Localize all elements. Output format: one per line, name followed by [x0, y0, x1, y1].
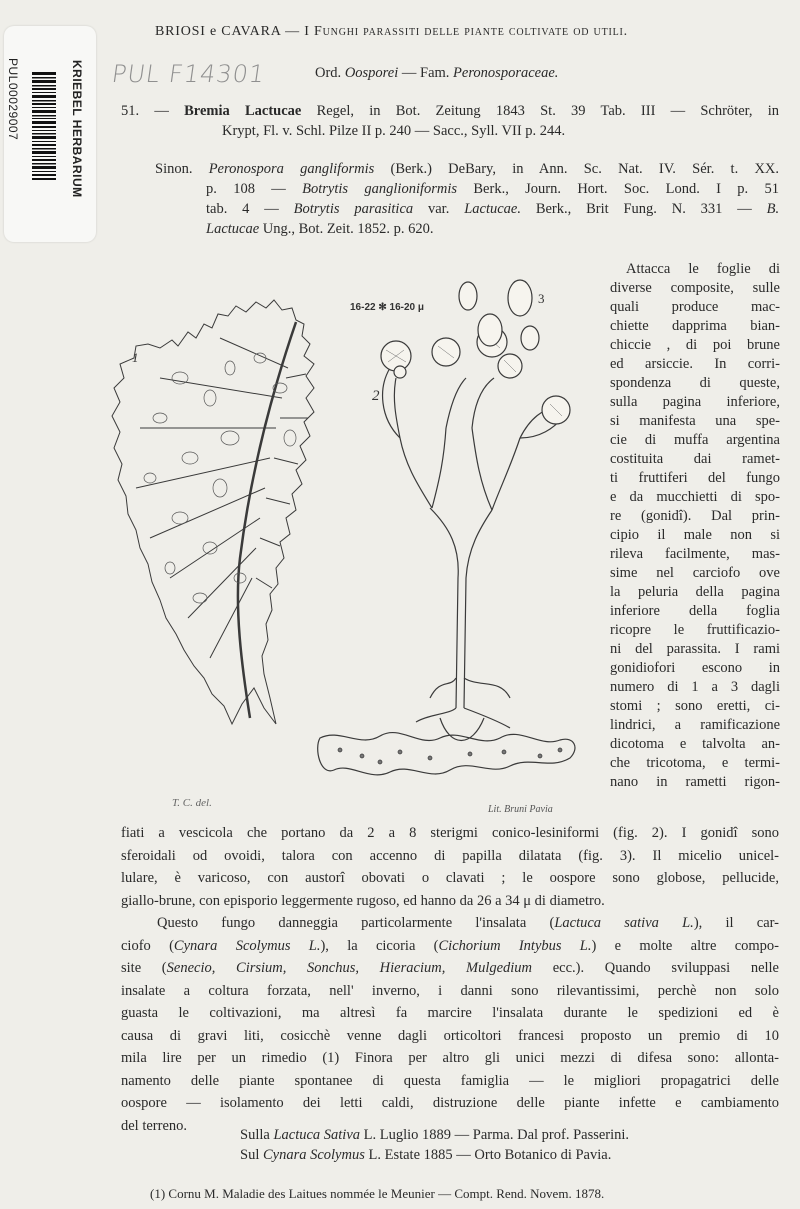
synonyms-line-3: [206, 200, 779, 219]
header-authors: BRIOSI e CAVARA: [155, 24, 281, 39]
host-name: Lactuca sativa L.: [554, 915, 694, 931]
side-column-text: [610, 260, 780, 792]
side-line: nano in rametti rigon-: [610, 774, 780, 790]
side-line: gonidiofori escono in: [610, 660, 780, 676]
side-line: inferiore della foglia: [610, 603, 780, 619]
side-line: ti fruttiferi del fungo: [610, 470, 780, 486]
synonym-genus-abbr: B.: [766, 201, 779, 217]
host-name: Cichorium Intybus L.: [438, 937, 592, 954]
header-series: I Funghi parassiti delle piante coltivate od utili.: [304, 24, 628, 39]
side-line: lindrici, a ramificazione: [610, 717, 780, 733]
host-name: Cynara Scolymus L.: [173, 937, 321, 954]
paragraph-line: giallo-brune, con episporio leggermente rugoso, ed hanno da 26 a 34 μ di diametro.: [121, 892, 605, 909]
side-line: dicotoma e talvolta an-: [610, 736, 780, 752]
specimen-record-1: [240, 1126, 629, 1145]
family-name: Peronosporaceae.: [453, 65, 559, 81]
side-line: numero di 1 a 3 dagli: [610, 679, 780, 695]
text-run: L. Estate 1885 — Orto Botanico di Pavia.: [368, 1147, 612, 1163]
side-line: chiette dapprima bian-: [610, 318, 780, 334]
synonym-citation-4: Ung., Bot. Zeit. 1852. p. 620.: [262, 221, 434, 237]
fungus-conidiophore-drawing: [318, 280, 575, 775]
text-run: ecc.). Quando sviluppasi nelle: [552, 960, 779, 976]
text-run: ), il car-: [693, 915, 779, 931]
host-name: Senecio, Cirsium, Sonchus, Hieracium, Mulgedium: [166, 960, 533, 976]
side-line: sime nel carciofo ove: [610, 565, 780, 581]
paragraph-line: [121, 957, 779, 980]
side-line: chiccie , di poi brune: [610, 337, 780, 353]
side-line: cipio il male non si: [610, 527, 780, 543]
species-number: 51.: [121, 103, 140, 119]
lithographer-credit: Lit. Bruni Pavia: [488, 804, 553, 815]
synonym-name-1: Peronospora gangliformis: [208, 161, 375, 177]
species-line-1: [121, 102, 779, 121]
synonyms-line-2: [206, 180, 779, 199]
side-line: rileva facilmente, mas-: [610, 546, 780, 562]
header-separator: —: [285, 24, 300, 39]
synonym-ref-3: tab. 4 —: [206, 201, 279, 217]
description-paragraph: [121, 822, 779, 1137]
side-line: ed arsiccie. In corri-: [610, 356, 780, 372]
text-run: Sulla: [240, 1127, 270, 1143]
botanical-illustration: [100, 278, 600, 818]
paragraph-line: sferoidali od ovoidi, talora con accenno di papilla dilatata (fig. 3). Il micelio unicel-: [121, 847, 779, 864]
text-run: ), la cicoria (: [320, 937, 439, 954]
herbarium-name: KRIEBEL HERBARIUM: [70, 60, 84, 198]
herbarium-code: PUL00029007: [6, 58, 20, 141]
side-line: Attacca le foglie di: [626, 261, 780, 277]
specimen-record-2: [240, 1146, 611, 1165]
family-label: — Fam.: [401, 65, 450, 81]
order-name: Oosporei: [344, 65, 399, 81]
paragraph-line: lulare, è varicoso, con austorî obovati o clavati ; le oospore sono globose, pellucide,: [121, 870, 779, 886]
side-line: stomi ; sono eretti, ci-: [610, 698, 780, 714]
classification-line: [315, 64, 558, 83]
synonym-name-3: Botrytis parasitica: [293, 201, 414, 217]
side-line: e da mucchietti di spo-: [610, 489, 780, 505]
side-line: costituita dai ramet-: [610, 451, 780, 467]
paragraph-line: [121, 935, 779, 958]
synonyms-label: Sinon.: [155, 161, 193, 177]
side-line: spondenza di queste,: [610, 375, 780, 391]
footnote: (1) Cornu M. Maladie des Laitues nommée le Meunier — Compt. Rend. Novem. 1878.: [150, 1186, 605, 1201]
species-dash: —: [154, 103, 169, 119]
paragraph-line: oospore — isolamento dei letti caldi, distruzione delle piante infette e cambiamento: [121, 1095, 779, 1111]
paragraph-line: fiati a vescicola che portano da 2 a 8 sterigmi conico-lesiniformi (fig. 2). I gonidî sono: [121, 825, 779, 841]
paragraph-line: [121, 912, 779, 935]
side-line: cie di muffa argentina: [610, 432, 780, 448]
paragraph-line: del terreno.: [121, 1117, 188, 1134]
order-label: Ord.: [315, 65, 342, 81]
text-run: ) e molte altre compo-: [591, 937, 779, 954]
synonyms-line-4: [206, 220, 434, 239]
barcode-icon: [32, 72, 56, 180]
side-line: che tricotoma, e termi-: [610, 755, 780, 771]
synonym-ref-2: p. 108 —: [206, 181, 286, 197]
text-run: ciofo (: [121, 937, 174, 954]
synonym-citation-3: Berk., Brit Fung. N. 331 —: [535, 201, 752, 217]
figure-label-1: 1: [132, 350, 139, 365]
figure-label-3: 3: [538, 291, 545, 306]
handwritten-accession: PUL F14301: [110, 60, 268, 88]
synonym-var-name: Lactucae.: [464, 201, 521, 217]
host-name: Cynara Scolymus: [262, 1147, 365, 1163]
side-line: si manifesta una spe-: [610, 413, 780, 429]
paragraph-line: causa di gravi liti, cosicchè venne dagli orticoltori francesi proposto un premio di 10: [121, 1027, 779, 1044]
figure-label-2: 2: [372, 388, 380, 404]
side-line: la peluria della pagina: [610, 584, 780, 600]
paragraph-line: insalate a coltura forzata, nell' inverno, i danni sono rilevantissimi, perchè non solo: [121, 982, 779, 999]
text-run: Sul: [240, 1147, 260, 1163]
species-citation-1: Regel, in Bot. Zeitung 1843 St. 39 Tab. III — Schröter, in: [316, 103, 779, 119]
spore-dimension: 16-22 ✻ 16-20 μ: [350, 302, 424, 313]
page-header: [155, 22, 628, 41]
paragraph-line: guasta le coltivazioni, ma altresì fa marcire l'insalata durante le spedizioni ed è: [121, 1005, 779, 1021]
paragraph-line: namento delle piante spontanee di questa famiglia — le migliori propagatrici delle: [121, 1072, 779, 1089]
side-line: re (gonidî). Dal prin-: [610, 508, 780, 524]
text-run: Questo fungo danneggia particolarmente l'insalata (: [157, 915, 555, 931]
host-name: Lactuca Sativa: [273, 1127, 361, 1143]
side-line: sulla pagina inferiore,: [610, 394, 780, 410]
synonym-name-2: Botrytis ganglioniformis: [302, 181, 458, 197]
synonym-name-4: Lactucae: [206, 221, 260, 237]
synonym-citation-1: (Berk.) DeBary, in Ann. Sc. Nat. IV. Sér. t. XX.: [390, 161, 779, 177]
lettuce-leaf-drawing: [112, 300, 314, 724]
side-line: ricopre le fruttificazio-: [610, 622, 780, 638]
synonym-var: var.: [428, 201, 450, 217]
synonym-citation-2: Berk., Journ. Hort. Soc. Lond. I p. 51: [473, 181, 779, 197]
species-name: Bremia Lactucae: [184, 103, 302, 119]
text-run: site (: [121, 960, 167, 976]
text-run: L. Luglio 1889 — Parma. Dal prof. Passerini.: [363, 1127, 630, 1143]
side-line: ni del parassita. I rami: [610, 641, 780, 657]
side-line: diverse composite, sulle: [610, 280, 780, 296]
side-line: quali produce mac-: [610, 299, 780, 315]
species-line-2: Krypt, Fl. v. Schl. Pilze II p. 240 — Sacc., Syll. VII p. 244.: [222, 123, 566, 139]
paragraph-line: mila lire per un rimedio (1) Finora per altro gli unici mezzi di difesa sono: allonta-: [121, 1050, 779, 1066]
illustrator-credit: T. C. del.: [172, 797, 212, 809]
synonyms-line-1: [155, 160, 779, 179]
